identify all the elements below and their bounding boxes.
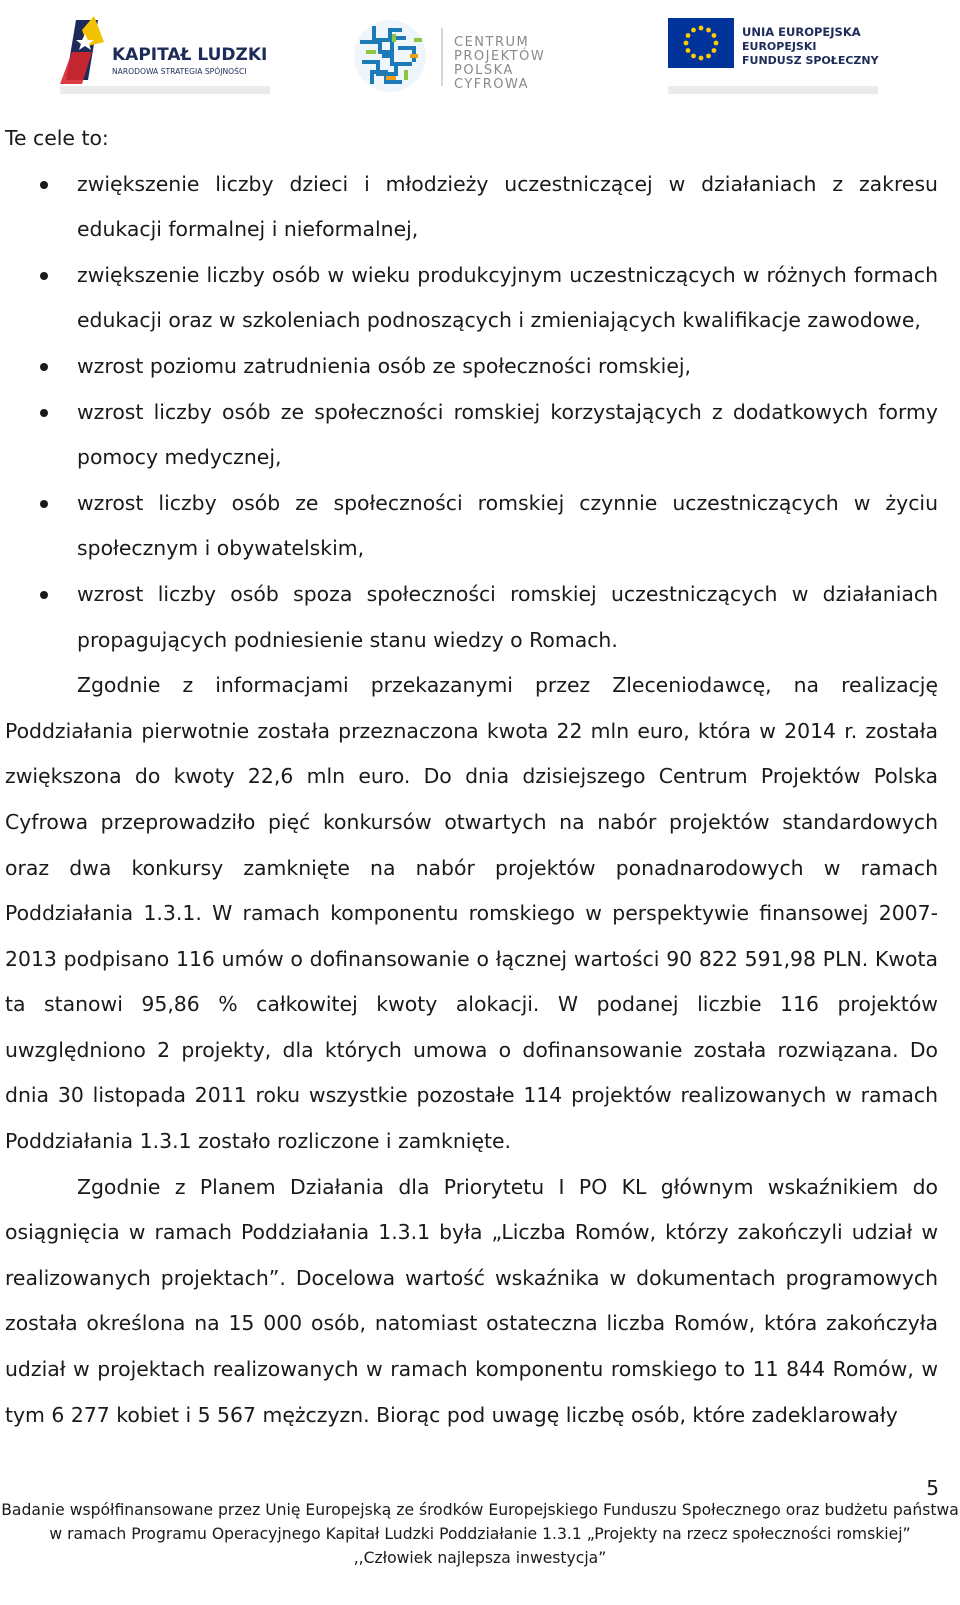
list-item: wzrost liczby osób ze społeczności romskiej korzystających z dodatkowych formy pomocy medycznej, bbox=[77, 390, 938, 481]
eu-star-icon bbox=[686, 48, 691, 53]
goals-list bbox=[5, 162, 938, 664]
kl-logo-title: KAPITAŁ LUDZKI bbox=[112, 45, 268, 65]
eu-line-3: FUNDUSZ SPOŁECZNY bbox=[742, 54, 879, 67]
list-item: zwiększenie liczby osób w wieku produkcyjnym uczestniczących w różnych formach edukacji oraz w szkoleniach podnoszących i zmieniających kwalifikacje zawodowe, bbox=[77, 253, 938, 344]
list-item: wzrost liczby osób ze społeczności romskiej czynnie uczestniczących w życiu społecznym i obywatelskim, bbox=[77, 481, 938, 572]
document-body bbox=[5, 116, 938, 1438]
paragraph: Zgodnie z informacjami przekazanymi przez Zleceniodawcę, na realizację Poddziałania pierwotnie została przeznaczona kwota 22 mln euro, która w 2014 r. została zwiększona do kwoty 22,6 mln euro. Do dnia dzisiejszego Centrum Projektów Polska Cyfrowa przeprowadziło pięć konkursów otwartych na nabór projektów standardowych oraz dwa konkursy zamknięte na nabór projektów ponadnarodowych w ramach Poddziałania 1.3.1. W ramach komponentu romskiego w perspektywie finansowej 2007-2013 podpisano 116 umów o dofinansowanie o łącznej wartości 90 822 591,98 PLN. Kwota ta stanowi 95,86 % całkowitej kwoty alokacji. W podanej liczbie 116 projektów uwzględniono 2 projekty, dla których umowa o dofinansowanie została rozwiązana. Do dnia 30 listopada 2011 roku wszystkie pozostałe 114 projektów realizowanych w ramach Poddziałania 1.3.1 zostało rozliczone i zamknięte. bbox=[5, 673, 938, 1154]
eu-flag-icon bbox=[668, 18, 734, 68]
eu-star-icon bbox=[684, 41, 689, 46]
eu-star-icon bbox=[691, 28, 696, 33]
eu-star-icon bbox=[699, 26, 704, 31]
cppc-line-3: POLSKA bbox=[454, 63, 514, 78]
eu-star-icon bbox=[706, 28, 711, 33]
list-item: wzrost liczby osób spoza społeczności romskiej uczestniczących w działaniach propagujących podniesienie stanu wiedzy o Romach. bbox=[77, 572, 938, 663]
eu-star-icon bbox=[691, 54, 696, 59]
list-item: wzrost poziomu zatrudnienia osób ze społeczności romskiej, bbox=[77, 344, 938, 390]
footer-line: ,,Człowiek najlepsza inwestycja” bbox=[353, 1549, 607, 1567]
kl-logo-subtitle: NARODOWA STRATEGIA SPÓJNOŚCI bbox=[112, 67, 247, 76]
cppc-line-2: PROJEKTÓW bbox=[454, 49, 546, 64]
footer-line: w ramach Programu Operacyjnego Kapitał Ludzki Poddziałanie 1.3.1 „Projekty na rzecz społeczności romskiej” bbox=[49, 1525, 911, 1543]
cppc-circuit-icon bbox=[354, 20, 426, 92]
header bbox=[0, 0, 960, 100]
eu-line-2: EUROPEJSKI bbox=[742, 40, 817, 53]
list-item: zwiększenie liczby dzieci i młodzieży uczestniczącej w działaniach z zakresu edukacji formalnej i nieformalnej, bbox=[77, 162, 938, 253]
kapital-ludzki-logo bbox=[58, 12, 288, 98]
cppc-line-4: CYFROWA bbox=[454, 77, 530, 92]
eu-star-icon bbox=[699, 56, 704, 61]
eu-logo bbox=[668, 12, 888, 98]
eu-star-icon bbox=[712, 33, 717, 38]
eu-star-icon bbox=[714, 41, 719, 46]
cppc-logo bbox=[352, 12, 562, 98]
eu-line-1: UNIA EUROPEJSKA bbox=[742, 25, 861, 39]
eu-star-icon bbox=[686, 33, 691, 38]
page-number: 5 bbox=[926, 1476, 939, 1500]
eu-star-icon bbox=[706, 54, 711, 59]
footer-line: Badanie współfinansowane przez Unię Europejską ze środków Europejskiego Funduszu Społecznego oraz budżetu państwa bbox=[1, 1501, 959, 1519]
paragraph: Zgodnie z Planem Działania dla Priorytetu I PO KL głównym wskaźnikiem do osiągnięcia w ramach Poddziałania 1.3.1 była „Liczba Romów, którzy zakończyli udział w realizowanych projektach”. Docelowa wartość wskaźnika w dokumentach programowych została określona na 15 000 osób, natomiast ostateczna liczba Romów, która zakończyła udział w projektach realizowanych w ramach komponentu romskiego to 11 844 Romów, w tym 6 277 kobiet i 5 567 mężczyzn. Biorąc pod uwagę liczbę osób, które zadeklarowały bbox=[5, 1174, 938, 1427]
footer bbox=[0, 1498, 960, 1570]
intro-line: Te cele to: bbox=[5, 126, 109, 150]
cppc-line-1: CENTRUM bbox=[454, 35, 530, 50]
eu-star-icon bbox=[712, 48, 717, 53]
